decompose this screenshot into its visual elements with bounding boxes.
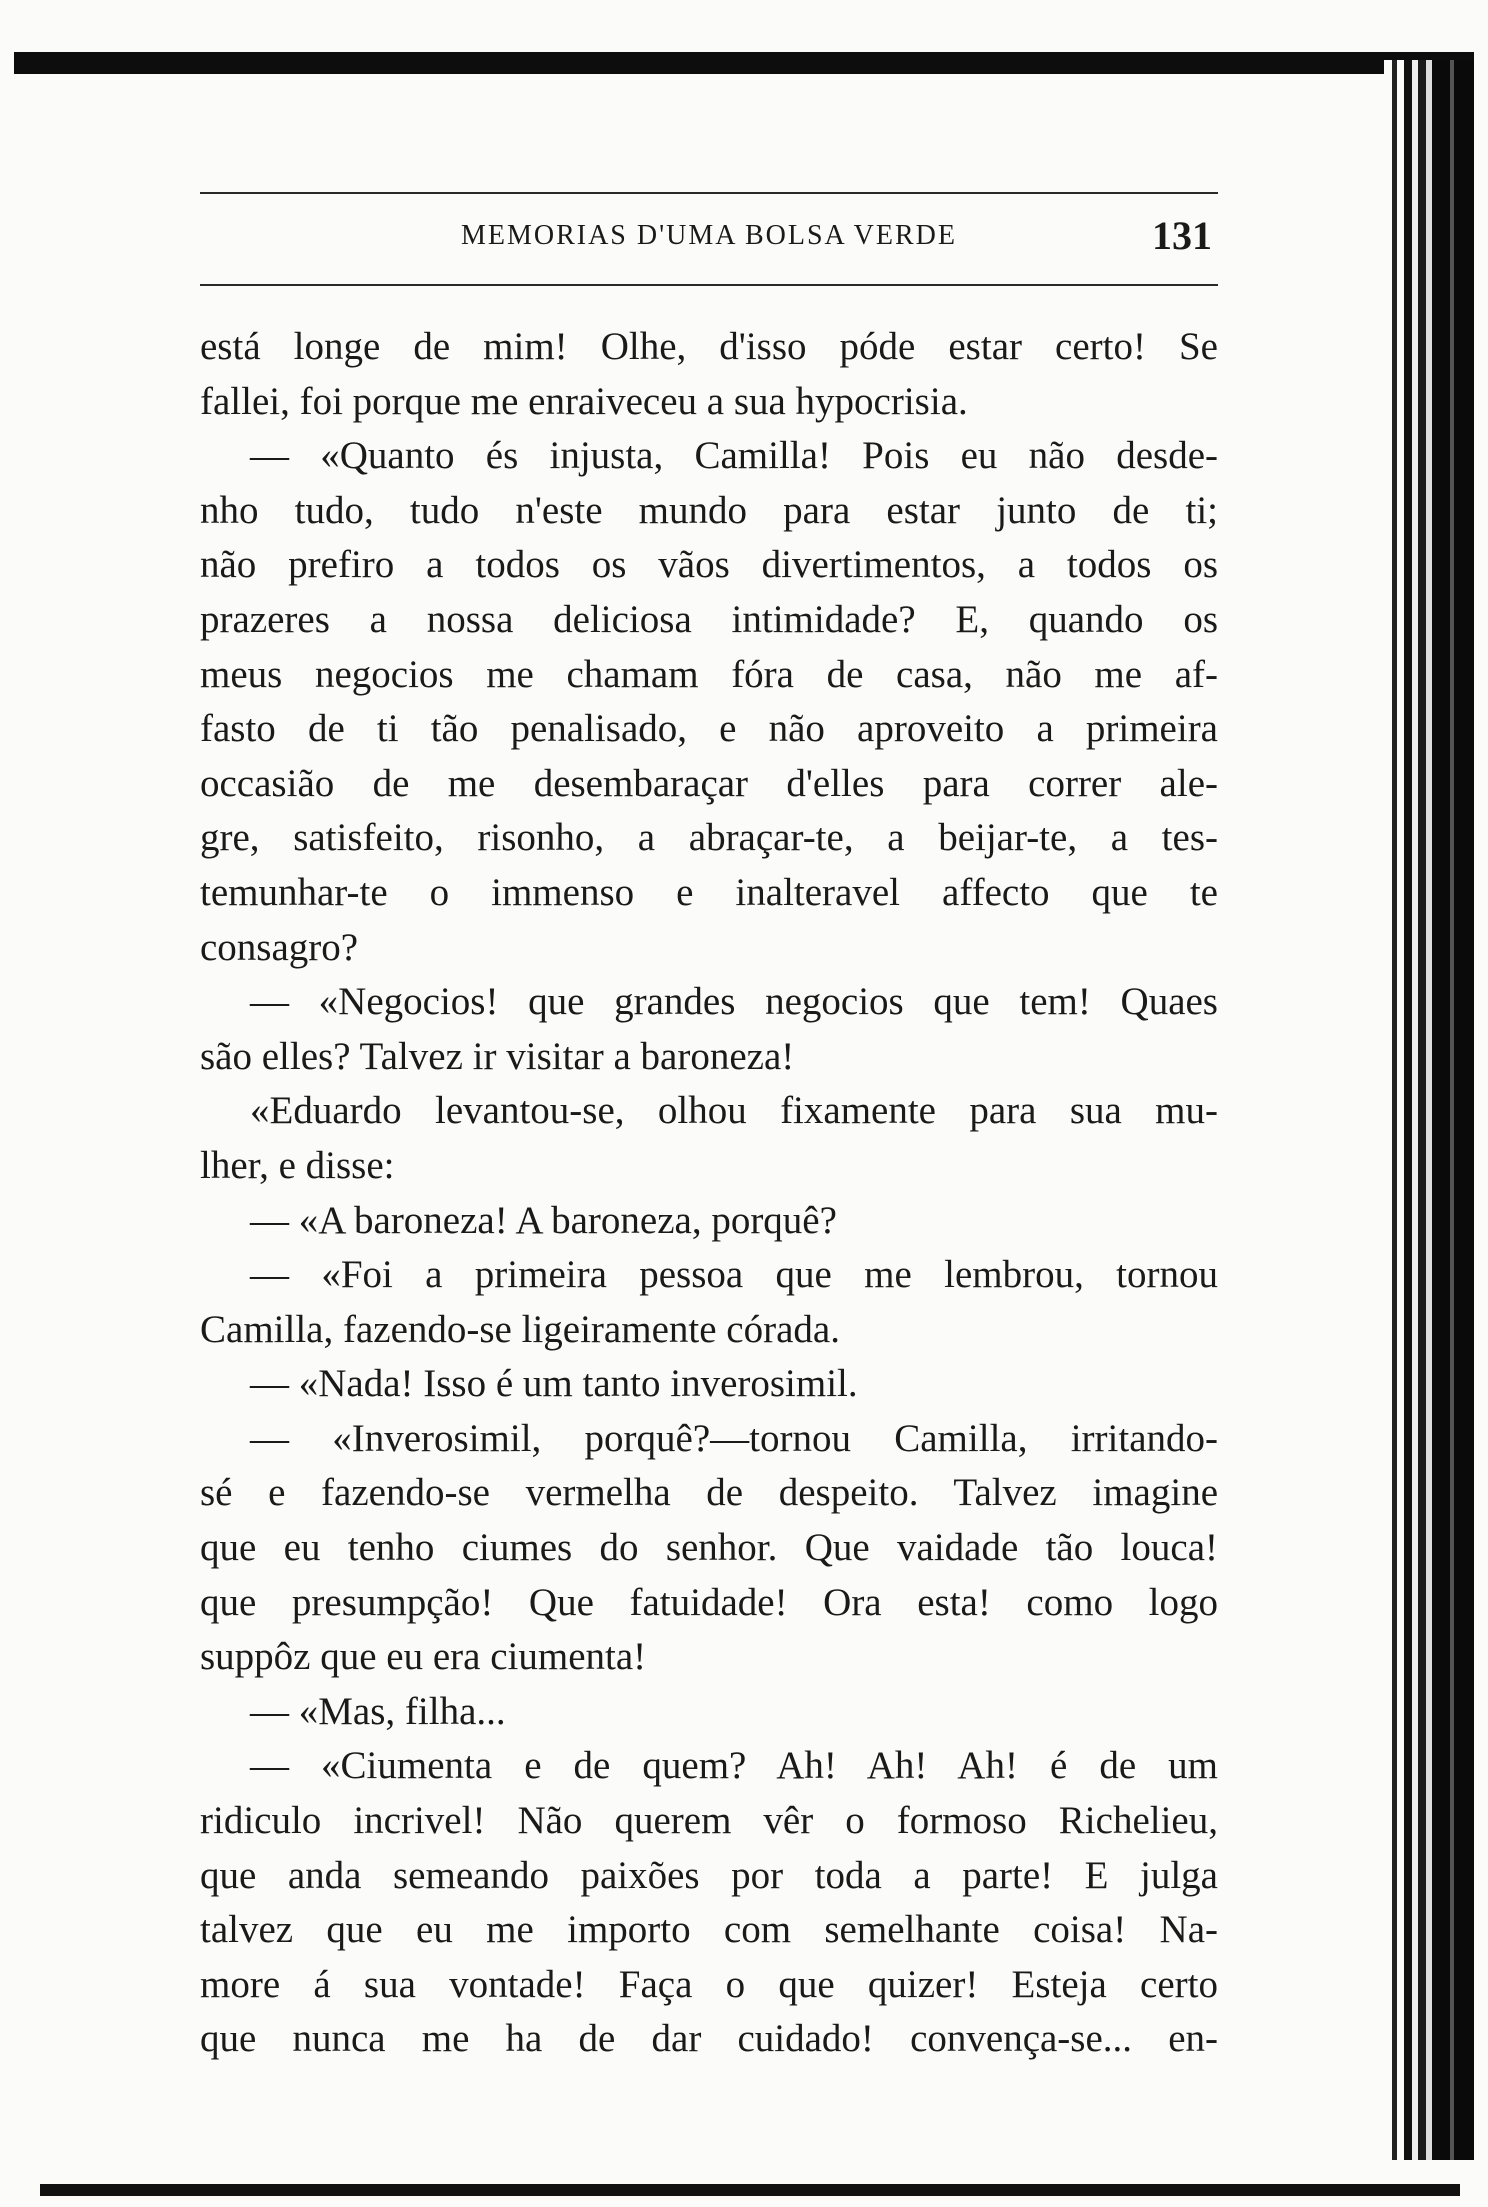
text-line: que presumpção! Que fatuidade! Ora esta! como logo (200, 1580, 1218, 1624)
text-line: fasto de ti tão penalisado, e não aproveito a primeira (200, 707, 1218, 751)
text-line: Camilla, fazendo-se ligeiramente córada. (200, 1307, 840, 1351)
text-line: talvez que eu me importo com semelhante coisa! Na- (200, 1908, 1218, 1952)
page-number: 131 (1152, 213, 1212, 258)
text-line: «Eduardo levantou-se, olhou fixamente para sua mu- (250, 1089, 1218, 1133)
text-line: não prefiro a todos os vãos divertimentos, a todos os (200, 543, 1218, 587)
text-line: fallei, foi porque me enraiveceu a sua hypocrisia. (200, 379, 968, 423)
text-line: — «Quanto és injusta, Camilla! Pois eu não desde- (250, 434, 1218, 478)
body-text (200, 320, 1218, 2067)
text-line: temunhar-te o immenso e inalteravel affecto que te (200, 870, 1218, 914)
scan-bottom-band (40, 2184, 1460, 2196)
text-line: está longe de mim! Olhe, d'isso póde estar certo! Se (200, 325, 1218, 368)
text-line: prazeres a nossa deliciosa intimidade? E, quando os (200, 597, 1218, 641)
text-line: sé e fazendo-se vermelha de despeito. Talvez imagine (200, 1471, 1218, 1515)
text-line: — «Nada! Isso é um tanto inverosimil. (250, 1362, 858, 1406)
scan-top-band (14, 52, 1474, 74)
text-line: — «Mas, filha... (250, 1689, 506, 1733)
text-line: occasião de me desembaraçar d'elles para correr ale- (200, 761, 1218, 805)
text-line: lher, e disse: (200, 1143, 395, 1187)
header-rule-top (200, 192, 1218, 194)
text-line: — «Inverosimil, porquê?—tornou Camilla, irritando- (250, 1416, 1218, 1460)
text-line: consagro? (200, 925, 359, 969)
running-head (200, 212, 1218, 268)
header-rule-bottom (200, 284, 1218, 286)
text-line: gre, satisfeito, risonho, a abraçar-te, a beijar-te, a tes- (200, 816, 1218, 860)
text-line: — «Ciumenta e de quem? Ah! Ah! Ah! é de um (250, 1744, 1218, 1788)
text-line: que nunca me ha de dar cuidado! convença-se... en- (200, 2017, 1218, 2061)
text-line: são elles? Talvez ir visitar a baroneza! (200, 1034, 795, 1078)
text-line: suppôz que eu era ciumenta! (200, 1635, 647, 1679)
text-line: — «Negocios! que grandes negocios que tem! Quaes (250, 980, 1218, 1024)
scan-page-edge (1384, 60, 1474, 2160)
text-line: — «Foi a primeira pessoa que me lembrou, tornou (250, 1253, 1218, 1297)
running-title: MEMORIAS D'UMA BOLSA VERDE (460, 220, 958, 251)
text-line: que eu tenho ciumes do senhor. Que vaidade tão louca! (200, 1526, 1218, 1570)
text-line: que anda semeando paixões por toda a parte! E julga (200, 1853, 1218, 1897)
text-line: nho tudo, tudo n'este mundo para estar junto de ti; (200, 488, 1218, 532)
text-line: meus negocios me chamam fóra de casa, não me af- (200, 652, 1218, 696)
text-line: — «A baroneza! A baroneza, porquê? (250, 1198, 837, 1242)
text-line: more á sua vontade! Faça o que quizer! Esteja certo (200, 1962, 1218, 2006)
text-line: ridiculo incrivel! Não querem vêr o formoso Richelieu, (200, 1799, 1218, 1843)
